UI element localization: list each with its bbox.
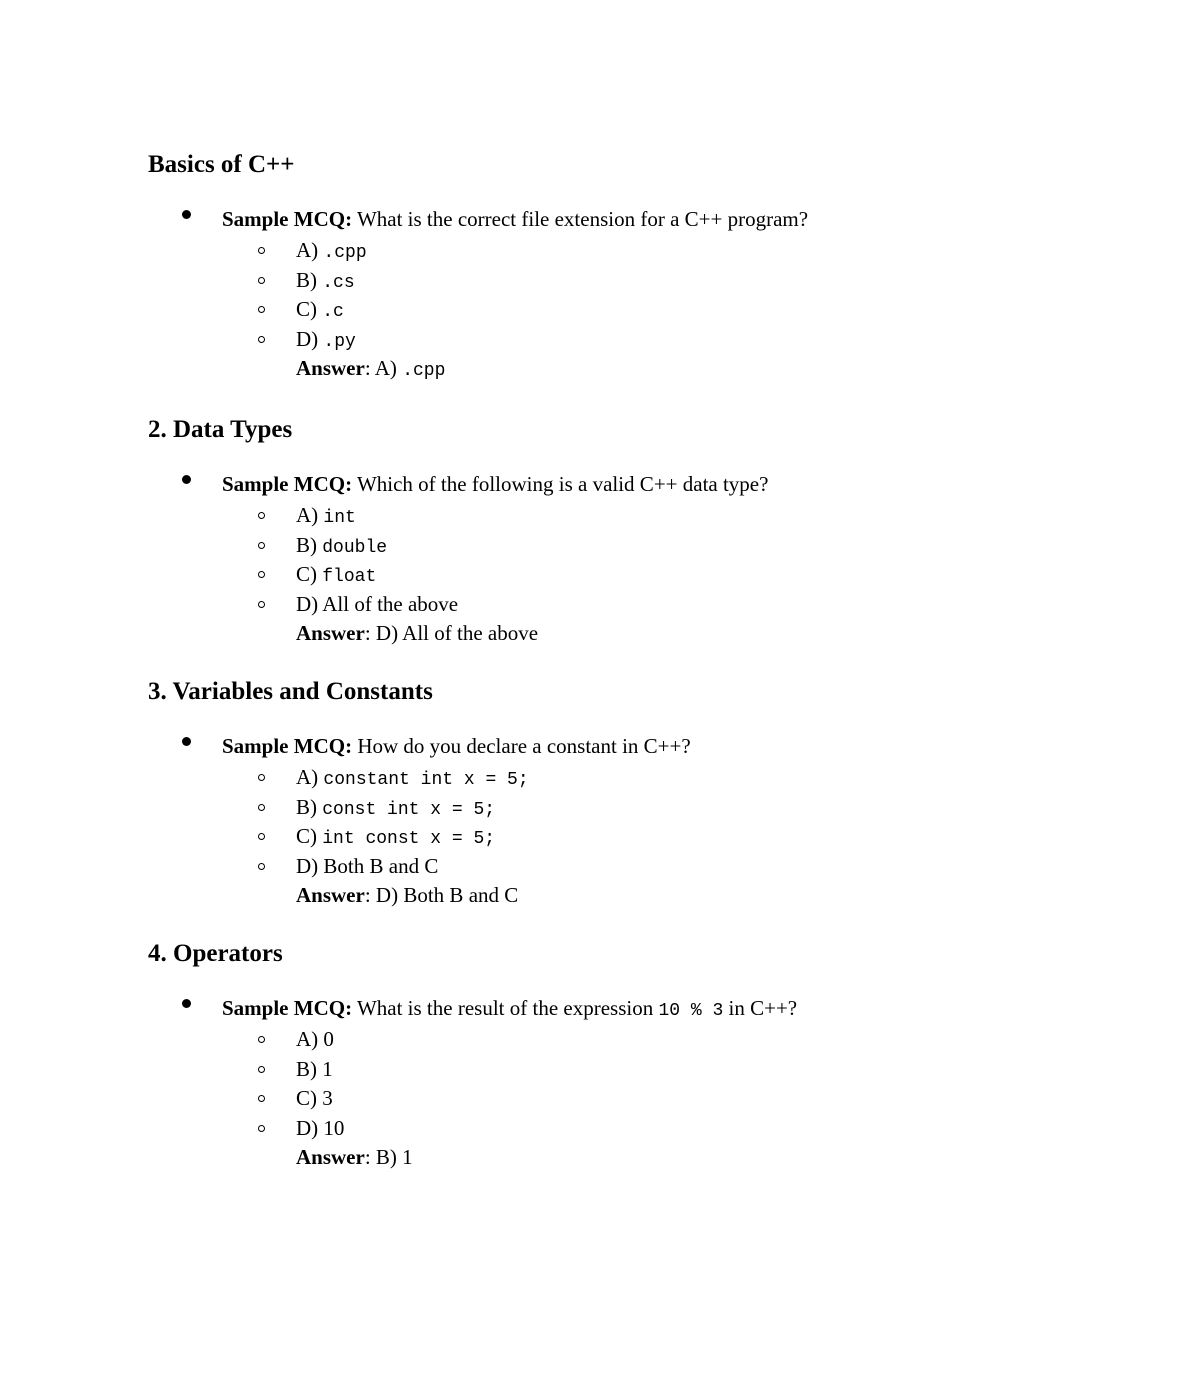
option-value: 10 — [323, 1115, 345, 1140]
option-value: int const x = 5; — [322, 829, 496, 849]
option-item — [258, 560, 500, 590]
section-heading: 3. Variables and Constants — [148, 678, 433, 705]
question-text: Which of the following is a valid C++ data type? — [356, 472, 769, 496]
answer-value: Both B and C — [403, 883, 519, 907]
option-prefix: C) — [296, 297, 323, 321]
circle-bullet-icon — [258, 571, 265, 578]
circle-bullet-icon — [258, 601, 265, 608]
circle-bullet-icon — [258, 1066, 265, 1073]
option-item — [258, 1025, 375, 1055]
option-value: .c — [322, 302, 344, 322]
option-value: .py — [323, 331, 356, 352]
answer-line: Answer: D) Both B and C — [296, 883, 519, 907]
section-heading: 2. Data Types — [148, 416, 293, 443]
option-value: int — [323, 508, 356, 528]
circle-bullet-icon — [258, 833, 265, 840]
question-line: Sample MCQ: What is the correct file extension for a C++ program? — [222, 207, 809, 231]
option-value: .cs — [322, 272, 355, 293]
question-text-before: What is the result of the expression — [356, 996, 659, 1020]
circle-bullet-icon — [258, 247, 265, 254]
mcq-label: Sample MCQ — [222, 207, 346, 231]
answer-prefix: D) — [375, 883, 404, 907]
option-item — [258, 1055, 375, 1085]
answer-label: Answer — [296, 1145, 365, 1169]
circle-bullet-icon — [258, 1125, 265, 1132]
option-item — [258, 501, 500, 531]
question-text: What is the correct file extension for a C++ program? — [356, 207, 809, 231]
option-item — [258, 822, 496, 852]
options-list — [258, 236, 446, 384]
option-value: double — [322, 537, 388, 558]
option-prefix: D) — [296, 853, 324, 878]
section-heading: 4. Operators — [148, 940, 283, 967]
option-prefix: B) — [296, 794, 323, 819]
option-value: 1 — [322, 1056, 333, 1081]
option-value: 0 — [323, 1027, 334, 1051]
option-item — [258, 531, 500, 561]
answer-prefix: B) — [375, 1145, 403, 1169]
options-list — [258, 1025, 413, 1173]
circle-bullet-icon — [258, 774, 265, 781]
option-value: .cpp — [323, 243, 367, 263]
bullet-dot — [182, 475, 191, 484]
question-code: 10 % 3 — [658, 1001, 724, 1021]
option-item — [258, 325, 407, 355]
option-prefix: C) — [296, 562, 323, 586]
option-prefix: B) — [296, 532, 323, 557]
circle-bullet-icon — [258, 1036, 265, 1043]
answer-line: Answer: D) All of the above — [296, 621, 539, 645]
option-value: All of the above — [322, 591, 459, 616]
option-value: 3 — [322, 1086, 333, 1110]
option-prefix: D) — [296, 326, 324, 351]
option-prefix: D) — [296, 591, 323, 616]
mcq-label: Sample MCQ — [222, 996, 346, 1020]
option-item — [258, 590, 500, 620]
option-item — [258, 763, 529, 793]
answer-line: Answer: A) .cpp — [296, 356, 446, 381]
section-heading: Basics of C++ — [148, 151, 295, 178]
circle-bullet-icon — [258, 336, 265, 343]
option-prefix: C) — [296, 824, 323, 848]
option-prefix: B) — [296, 267, 323, 292]
answer-value: All of the above — [402, 621, 539, 645]
option-prefix: A) — [296, 765, 324, 789]
question-text-after: in C++? — [723, 996, 798, 1020]
section-operators — [148, 939, 1148, 1169]
circle-bullet-icon — [258, 804, 265, 811]
option-prefix: A) — [296, 238, 324, 262]
option-item — [258, 236, 407, 266]
option-prefix: D) — [296, 1115, 324, 1140]
option-value: constant int x = 5; — [323, 770, 529, 790]
circle-bullet-icon — [258, 1095, 265, 1102]
option-prefix: B) — [296, 1056, 323, 1081]
circle-bullet-icon — [258, 277, 265, 284]
answer-label: Answer — [296, 883, 365, 907]
option-item — [258, 793, 496, 823]
bullet-dot — [182, 737, 191, 746]
mcq-label: Sample MCQ — [222, 734, 346, 758]
answer-label: Answer — [296, 621, 365, 645]
circle-bullet-icon — [258, 863, 265, 870]
options-list — [258, 763, 529, 911]
question-line: Sample MCQ: How do you declare a constant in C++? — [222, 734, 691, 758]
bullet-dot — [182, 210, 191, 219]
circle-bullet-icon — [258, 542, 265, 549]
section-variables-constants — [148, 677, 1148, 907]
option-item — [258, 1114, 375, 1144]
option-item — [258, 852, 480, 882]
option-value: float — [322, 567, 377, 587]
circle-bullet-icon — [258, 512, 265, 519]
circle-bullet-icon — [258, 306, 265, 313]
mcq-label: Sample MCQ — [222, 472, 346, 496]
question-line: Sample MCQ: What is the result of the expression 10 % 3 in C++? — [222, 996, 798, 1021]
question-line: Sample MCQ: Which of the following is a valid C++ data type? — [222, 472, 769, 496]
answer-label: Answer — [296, 356, 365, 380]
option-item — [258, 295, 407, 325]
option-prefix: A) — [296, 1027, 324, 1051]
question-text: How do you declare a constant in C++? — [357, 734, 691, 758]
option-item — [258, 266, 407, 296]
section-basics — [148, 150, 1148, 381]
bullet-dot — [182, 999, 191, 1008]
answer-value: 1 — [402, 1145, 413, 1169]
answer-prefix: A) — [374, 356, 403, 380]
answer-prefix: D) — [375, 621, 403, 645]
section-data-types — [148, 415, 1148, 645]
options-list — [258, 501, 539, 649]
option-item — [258, 1084, 375, 1114]
option-prefix: C) — [296, 1086, 323, 1110]
answer-value: .cpp — [402, 361, 446, 381]
answer-line: Answer: B) 1 — [296, 1145, 413, 1169]
option-value: Both B and C — [323, 853, 439, 878]
option-prefix: A) — [296, 503, 324, 527]
option-value: const int x = 5; — [322, 799, 496, 820]
